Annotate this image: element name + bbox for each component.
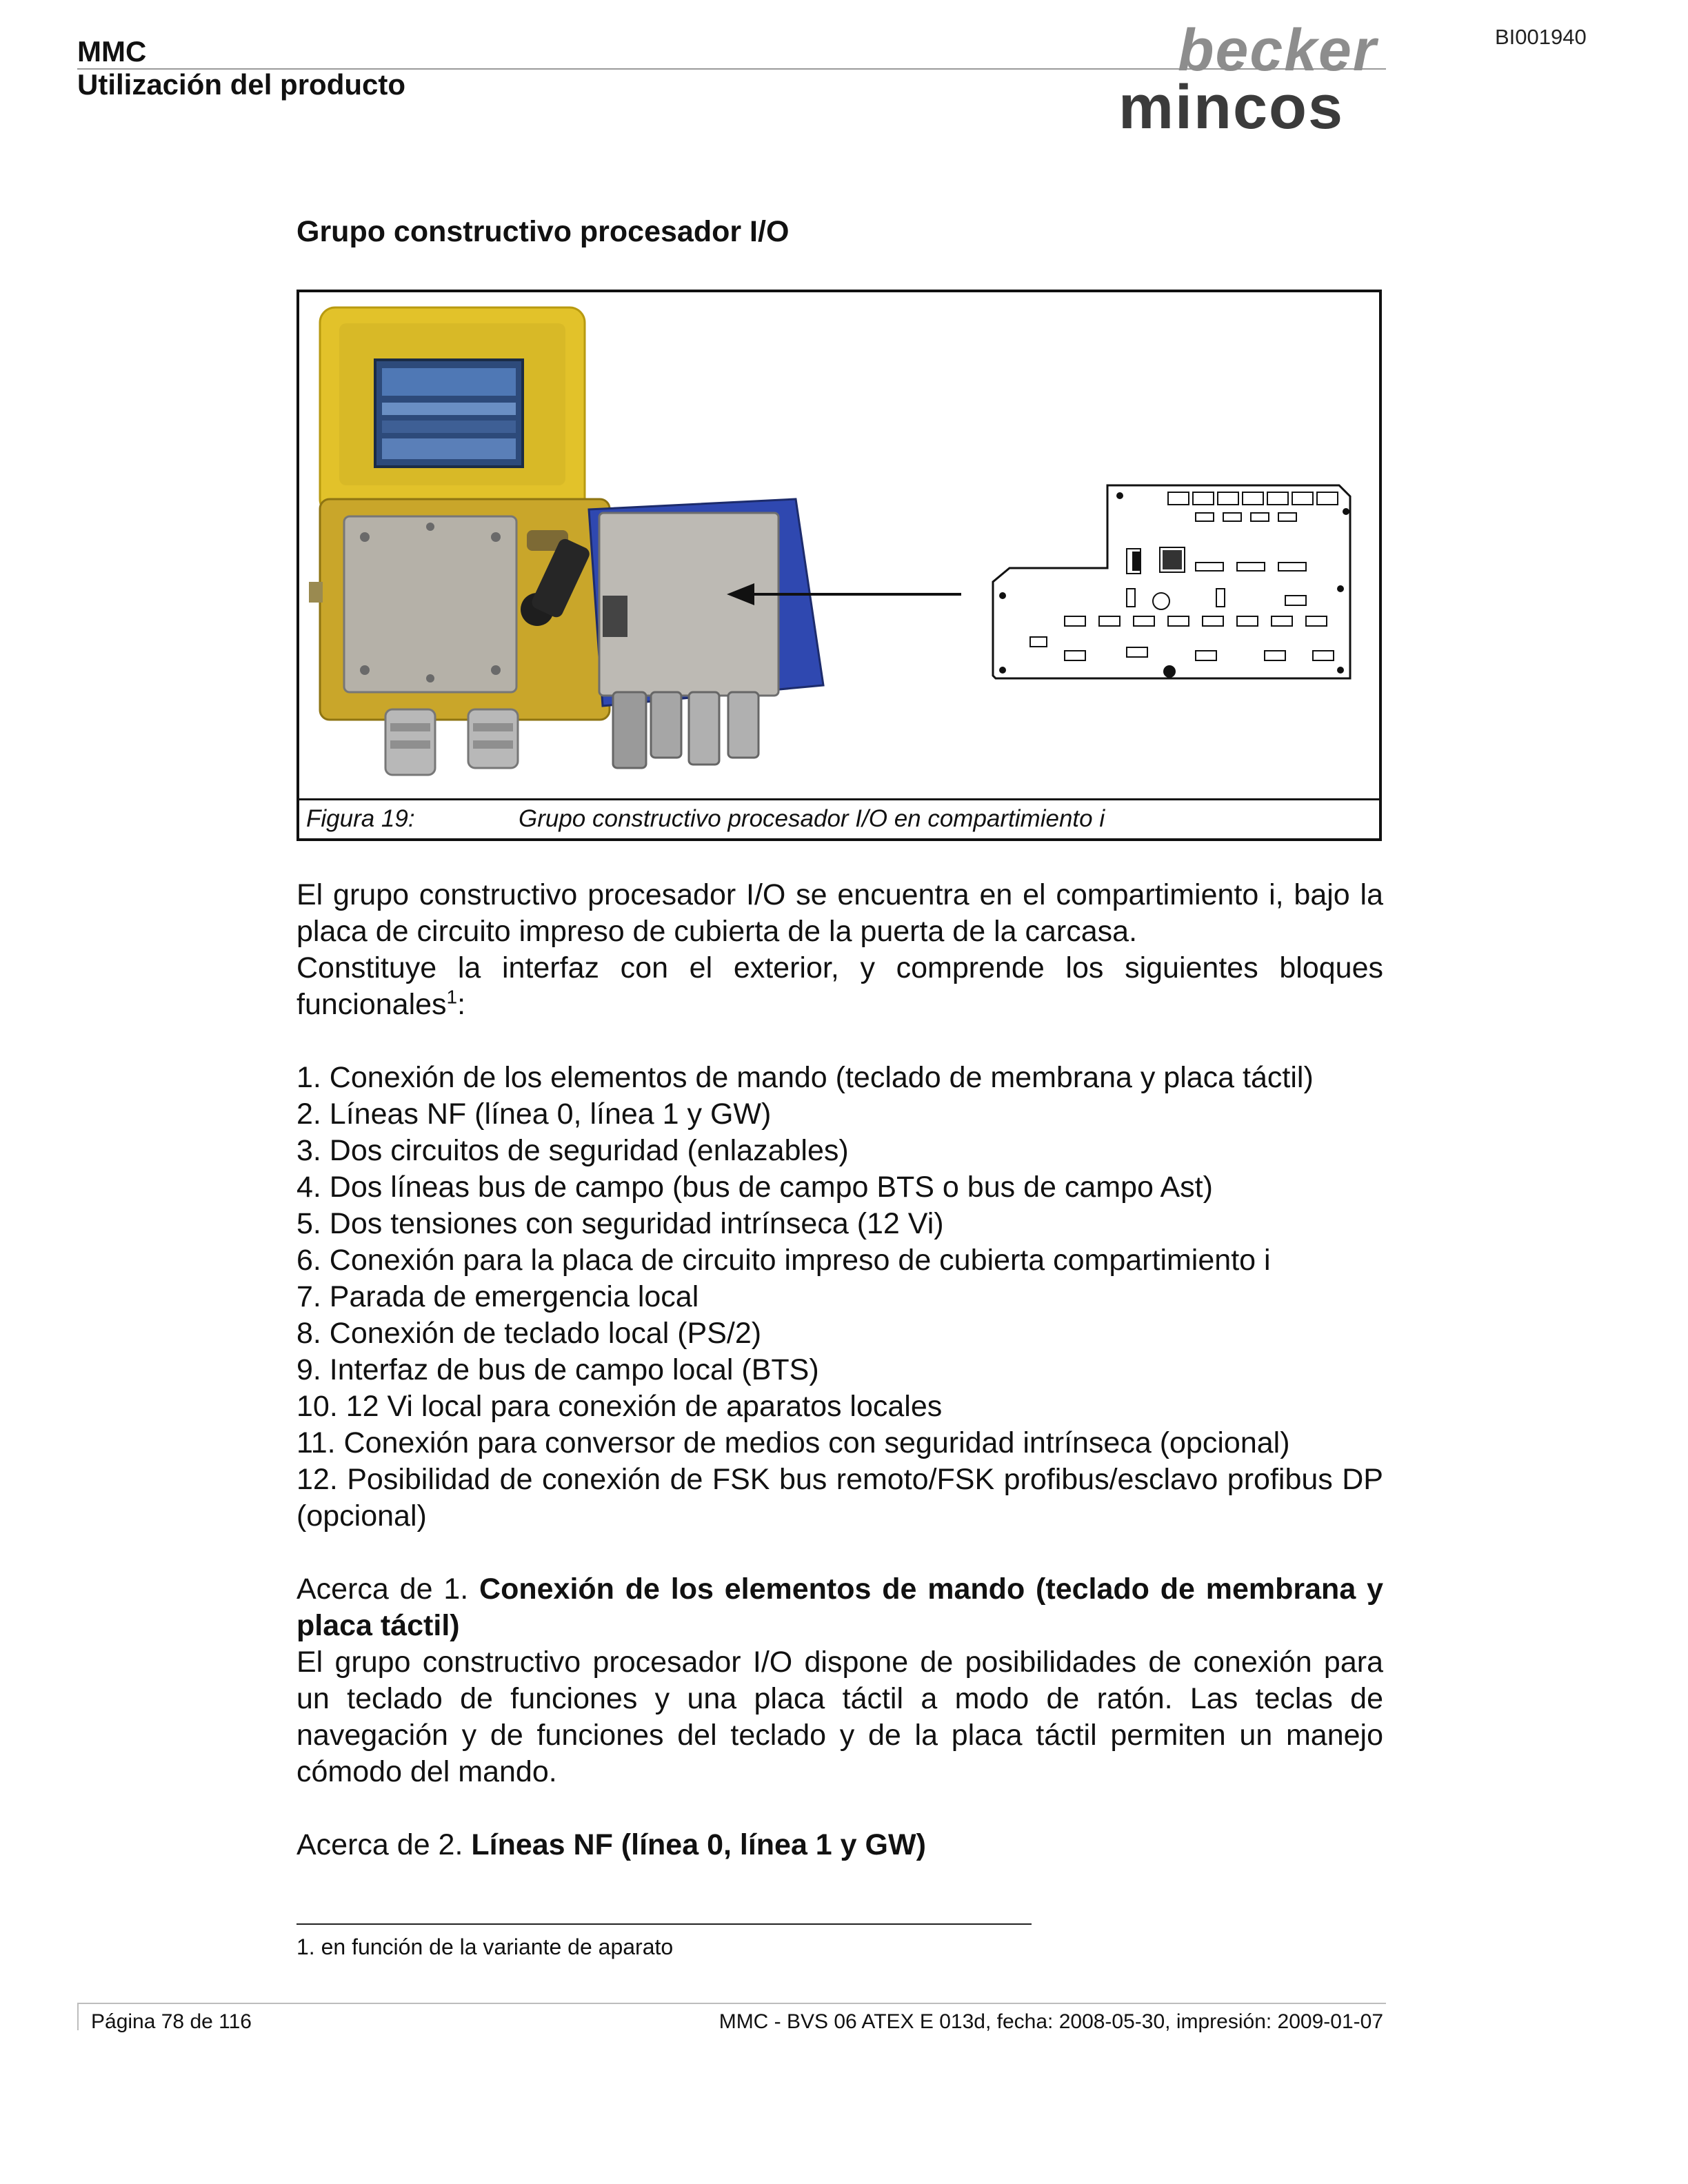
compartment-door-photo — [589, 499, 961, 768]
footnote-reference: 1 — [446, 986, 458, 1008]
body-text — [297, 877, 1383, 1863]
functional-blocks-list — [297, 1060, 1383, 1535]
about-2-title: Líneas NF (línea 0, línea 1 y GW) — [471, 1828, 926, 1861]
circuit-board-drawing — [993, 485, 1350, 678]
header-title: MMC — [77, 35, 147, 68]
device-housing-photo — [309, 307, 610, 775]
figure-number: Figura 19: — [306, 805, 415, 832]
list-item: 6. Conexión para la placa de circuito impreso de cubierta compartimiento i — [297, 1244, 1271, 1277]
figure-caption-rule — [299, 798, 1379, 800]
about-1-heading — [297, 1571, 1383, 1644]
header-subtitle: Utilización del producto — [77, 68, 406, 101]
about-1-title: Conexión de los elementos de mando (teclado de membrana y placa táctil) — [297, 1573, 1383, 1642]
list-item: 5. Dos tensiones con seguridad intrínseca (12 Vi) — [297, 1207, 944, 1240]
section-heading: Grupo constructivo procesador I/O — [297, 215, 790, 248]
about-1-prefix: Acerca de 1. — [297, 1573, 469, 1606]
list-item: 7. Parada de emergencia local — [297, 1280, 699, 1313]
list-item: 4. Dos líneas bus de campo (bus de campo BTS o bus de campo Ast) — [297, 1171, 1213, 1204]
about-2-prefix: Acerca de 2. — [297, 1828, 463, 1861]
about-1-paragraph: El grupo constructivo procesador I/O dispone de posibilidades de conexión para un teclado de funciones y una placa táctil a modo de ratón. Las teclas de navegación y de funciones del teclado y de la placa táctil permiten un manejo cómodo del mando. — [297, 1646, 1383, 1788]
footer-tick — [77, 2003, 79, 2030]
logo-mincos: mincos — [1118, 73, 1345, 142]
list-item: 2. Líneas NF (línea 0, línea 1 y GW) — [297, 1098, 772, 1131]
intro-paragraph-1: El grupo constructivo procesador I/O se encuentra en el compartimiento i, bajo la placa de circuito impreso de cubierta de la puerta de la carcasa. — [297, 878, 1383, 948]
document-info: MMC - BVS 06 ATEX E 013d, fecha: 2008-05-30, impresión: 2009-01-07 — [719, 2010, 1383, 2033]
document-id: BI001940 — [1495, 25, 1587, 49]
footer-rule — [77, 2003, 1386, 2004]
footnote-rule — [297, 1923, 1032, 1925]
list-item: 8. Conexión de teclado local (PS/2) — [297, 1317, 762, 1350]
list-item: 11. Conexión para conversor de medios con seguridad intrínseca (opcional) — [297, 1426, 1290, 1459]
intro-paragraph-2 — [297, 950, 1383, 1023]
list-item: 3. Dos circuitos de seguridad (enlazables) — [297, 1134, 849, 1167]
intro-paragraph-2-text: Constituye la interfaz con el exterior, y comprende los siguientes bloques funcionales — [297, 951, 1383, 1021]
page-number: Página 78 de 116 — [91, 2010, 252, 2033]
footnote: 1. en función de la variante de aparato — [297, 1934, 674, 1959]
list-item: 1. Conexión de los elementos de mando (teclado de membrana y placa táctil) — [297, 1061, 1314, 1094]
about-2-heading — [297, 1827, 1383, 1863]
figure-caption: Grupo constructivo procesador I/O en compartimiento i — [519, 805, 1105, 832]
intro-paragraph-2-end: : — [457, 988, 466, 1021]
list-item: 12. Posibilidad de conexión de FSK bus remoto/FSK profibus/esclavo profibus DP (opcional) — [297, 1463, 1383, 1533]
list-item: 9. Interfaz de bus de campo local (BTS) — [297, 1353, 819, 1386]
list-item: 10. 12 Vi local para conexión de aparatos locales — [297, 1390, 943, 1423]
logo-becker: becker — [1178, 17, 1378, 83]
figure-image — [299, 292, 1379, 796]
figure-frame — [297, 290, 1382, 841]
